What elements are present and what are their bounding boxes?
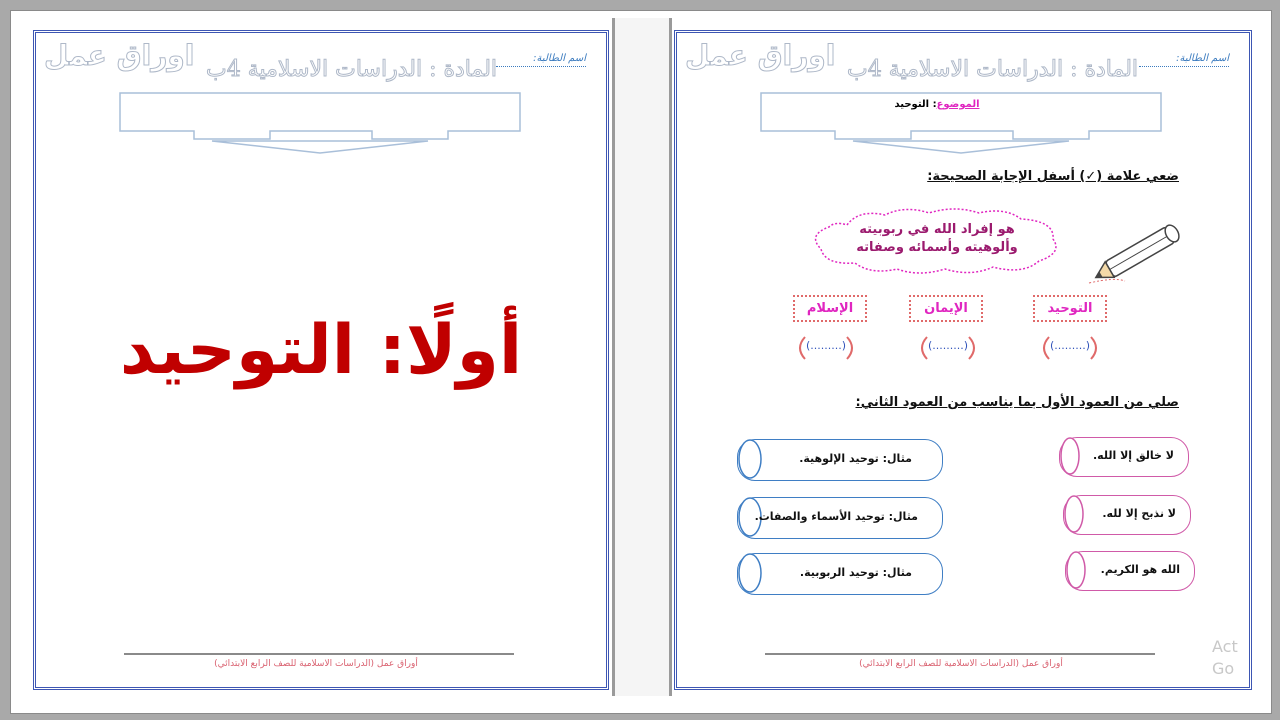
definition-line-1: هو إفراد الله في ربوبيته [859,222,1015,237]
match-right-text-3: الله هو الكريم. [1100,563,1180,576]
match-left-text-3: مثال: توحيد الربوبية. [799,566,912,579]
scroll-curl [736,439,764,479]
scroll-curl [1058,437,1082,475]
activation-watermark [1212,636,1238,680]
watermark-line-2: Go [1212,659,1235,678]
blank-dots: (.........) [805,339,847,352]
instruction-mark-answer: ضعي علامة (✓) أسفل الإجابة الصحيحة: [927,169,1179,184]
header-subject: المادة : الدراسات الاسلامية 4ب [847,57,1139,82]
choice-tawheed[interactable]: التوحيد [1033,295,1107,322]
scroll-curl [1062,495,1086,533]
blank-dots: (.........) [1049,339,1091,352]
blank-dots: (.........) [927,339,969,352]
header-subject: المادة : الدراسات الاسلامية 4ب [206,57,498,82]
match-left-item-3[interactable] [737,553,943,595]
answer-blank-iman[interactable] [915,335,981,352]
match-left-text-2: مثال: توحيد الأسماء والصفات. [754,510,918,523]
header-title: اوراق عمل [685,39,836,72]
student-name-label: اسم الطالبة: [1139,53,1229,67]
scroll-curl [1064,551,1088,589]
match-right-text-1: لا خالق إلا الله. [1093,449,1174,462]
match-left-text-1: مثال: توحيد الإلوهية. [799,452,912,465]
topic-value: : التوحيد [894,99,937,110]
footer-text: أوراق عمل (الدراسات الاسلامية للصف الرابع الابتدائي) [859,659,1063,669]
header-banner [116,91,526,155]
match-right-item-2[interactable] [1063,495,1191,535]
scroll-curl [736,553,764,593]
match-left-item-1[interactable] [737,439,943,481]
page-title: أولًا: التوحيد [119,311,523,390]
definition-text [827,221,1047,257]
footer-divider [124,653,514,655]
choice-iman[interactable]: الإيمان [909,295,983,322]
answer-blank-tawheed[interactable] [1037,335,1103,352]
worksheet-page-1 [33,30,609,690]
gap-edge-right [669,18,672,696]
header-title: اوراق عمل [44,39,195,72]
match-right-text-2: لا نذبح إلا لله. [1102,507,1176,520]
student-name-label: اسم الطالبة: [496,53,586,67]
watermark-line-1: Act [1212,637,1238,656]
footer-text: أوراق عمل (الدراسات الاسلامية للصف الرابع الابتدائي) [214,659,418,669]
match-left-item-2[interactable] [737,497,943,539]
match-right-item-1[interactable] [1059,437,1189,477]
definition-line-2: وألوهيته وأسمائه وصفاته [856,240,1018,255]
gap-edge-left [612,18,615,696]
pencil-icon [1085,217,1195,287]
match-right-item-3[interactable] [1065,551,1195,591]
answer-blank-islam[interactable] [793,335,859,352]
worksheet-page-2 [674,30,1252,690]
instruction-match-columns: صلي من العمود الأول بما يناسب من العمود الثاني: [855,395,1179,410]
choice-islam[interactable]: الإسلام [793,295,867,322]
topic-label: الموضوع [936,99,980,110]
footer-divider [765,653,1155,655]
topic-line [877,99,997,110]
page-gap [612,18,672,696]
